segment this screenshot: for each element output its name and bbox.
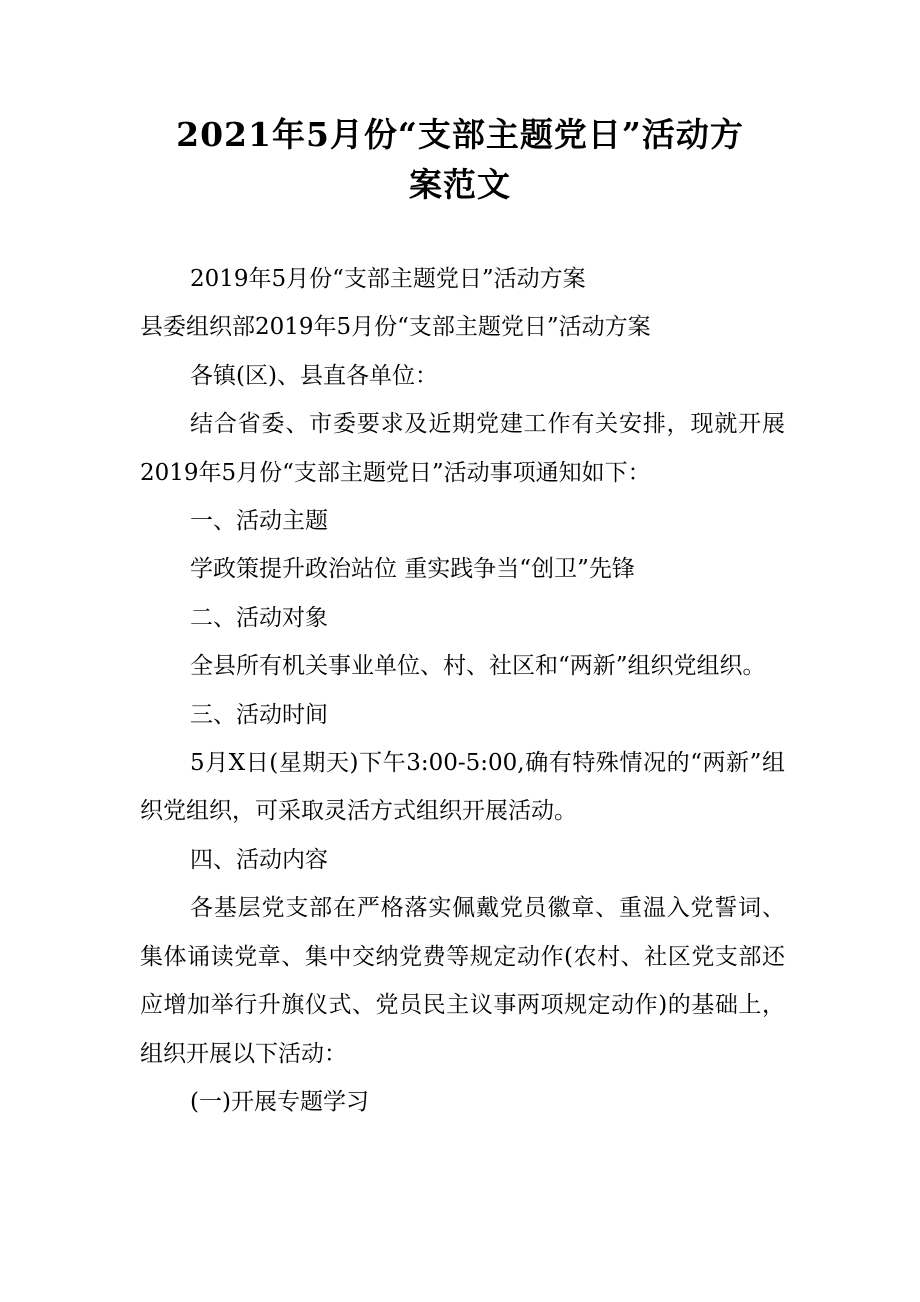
- paragraph-intro: 结合省委、市委要求及近期党建工作有关安排，现就开展2019年5月份“支部主题党日”活动事项通知如下：: [140, 411, 785, 486]
- document-body: [140, 255, 785, 1126]
- paragraph-targets: 全县所有机关事业单位、村、社区和“两新”组织党组织。: [190, 653, 766, 680]
- subsection-heading-study: (一)开展专题学习: [190, 1088, 369, 1115]
- section-heading-targets: 二、活动对象: [190, 604, 328, 631]
- title-line-1: 2021年5月份“支部主题党日”活动方: [176, 115, 744, 154]
- paragraph-issuer: 县委组织部2019年5月份“支部主题党日”活动方案: [140, 314, 651, 341]
- section-heading-theme: 一、活动主题: [190, 508, 328, 535]
- paragraph-content: 各基层党支部在严格落实佩戴党员徽章、重温入党誓词、集体诵读党章、集中交纳党费等规定动作(农村、社区党支部还应增加举行升旗仪式、党员民主议事两项规定动作)的基础上，组织开展以下活动：: [140, 895, 785, 1067]
- paragraph-time: 5月X日(星期天)下午3:00-5:00,确有特殊情况的“两新”组织党组织，可采取灵活方式组织开展活动。: [140, 750, 785, 825]
- paragraph-subtitle: 2019年5月份“支部主题党日”活动方案: [190, 266, 586, 292]
- paragraph-theme: 学政策提升政治站位 重实践争当“创卫”先锋: [190, 556, 635, 583]
- section-heading-content: 四、活动内容: [190, 846, 328, 873]
- document-title: [140, 110, 780, 210]
- paragraph-salutation: 各镇(区)、县直各单位：: [190, 362, 438, 389]
- section-heading-time: 三、活动时间: [190, 701, 328, 728]
- title-line-2: 案范文: [409, 165, 511, 204]
